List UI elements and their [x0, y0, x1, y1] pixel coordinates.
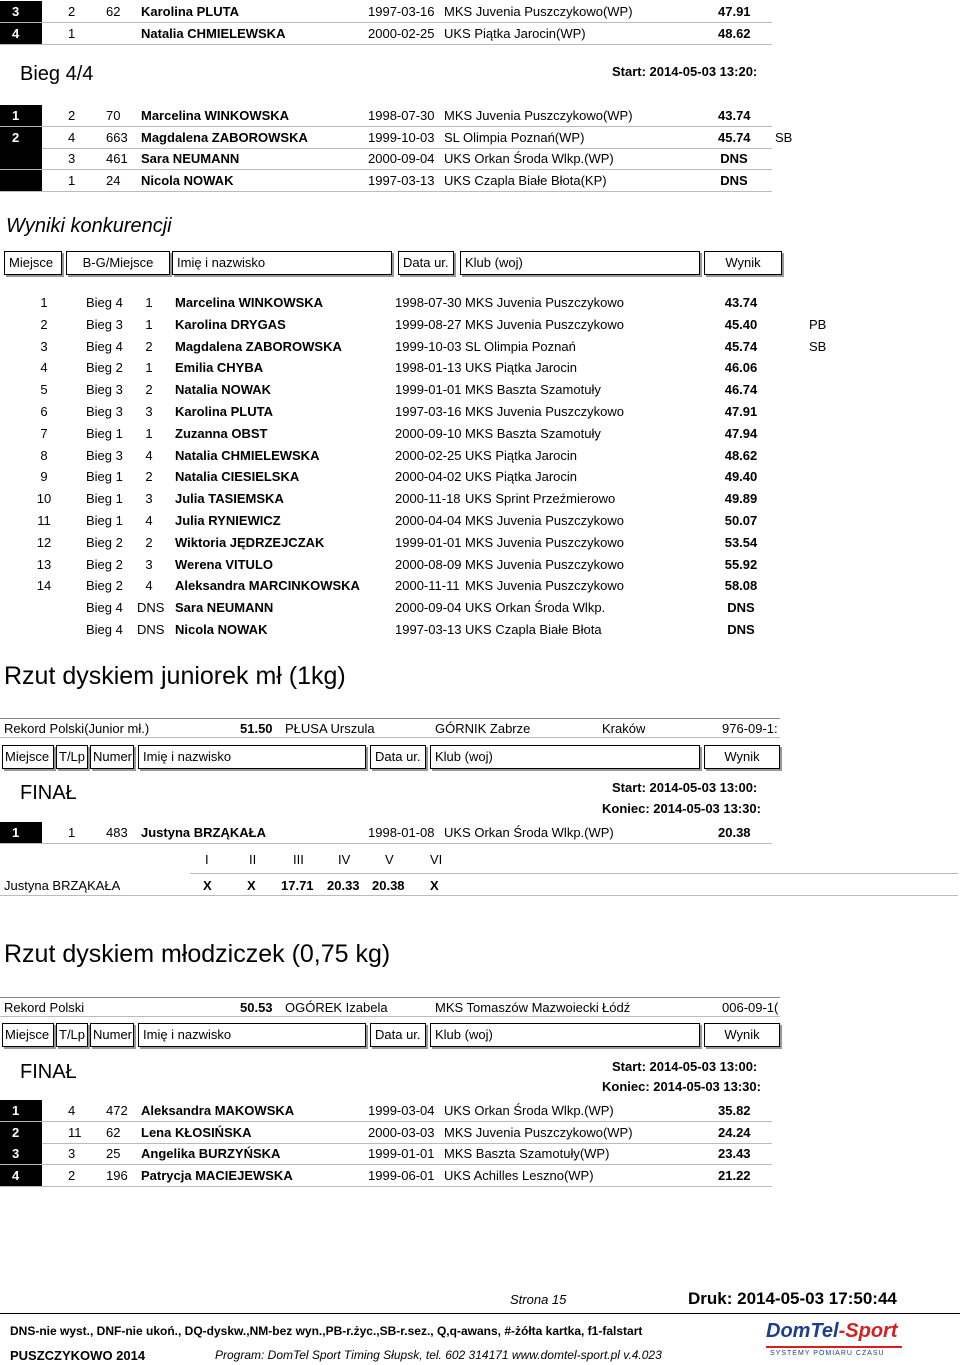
column-header: Miejsce: [2, 745, 54, 769]
rank-cell: 3: [0, 1143, 42, 1164]
club-cell: MKS Juvenia Puszczykowo: [465, 404, 624, 419]
attempt-athlete-name: Justyna BRZĄKAŁA: [4, 878, 121, 893]
birth-date-cell: 2000-04-02: [395, 469, 462, 485]
place-cell: 1: [40, 295, 48, 310]
attempt-value: 20.38: [372, 878, 405, 893]
birth-date-cell: 2000-02-25: [395, 447, 462, 463]
table-row: [0, 1122, 772, 1144]
athlete-name-cell: Natalia CHMIELEWSKA: [175, 447, 320, 463]
table-row: [0, 554, 830, 575]
club-cell: MKS Juvenia Puszczykowo(WP): [444, 1124, 633, 1140]
result-cell: 47.91: [718, 4, 751, 19]
column-header: Data ur.: [370, 1023, 426, 1047]
rank-cell: 4: [0, 1165, 42, 1186]
note-cell: SB: [809, 338, 827, 354]
birth-date-cell: 1999-01-01: [395, 534, 462, 550]
result-cell: 58.08: [724, 578, 758, 594]
birth-date-cell: 1997-03-16: [395, 404, 462, 419]
footer-venue: PUSZCZYKOWO 2014: [10, 1348, 146, 1363]
heat-cell: Bieg 2: [86, 578, 123, 594]
heat-cell: Bieg 1: [86, 425, 123, 441]
attempt-value: X: [247, 878, 256, 893]
record-value: 50.53: [240, 1000, 273, 1015]
club-cell: UKS Orkan Środa Wlkp.(WP): [444, 1103, 614, 1118]
lane-cell: 4: [68, 1103, 76, 1118]
club-cell: SL Olimpia Poznań(WP): [444, 129, 585, 145]
column-header: Data ur.: [398, 251, 454, 275]
column-header: T/Lp: [56, 1023, 88, 1047]
table-row: [0, 597, 830, 618]
attempt-header: IV: [338, 852, 351, 867]
heat-place-cell: 2: [145, 338, 153, 354]
athlete-name-cell: Magdalena ZABOROWSKA: [175, 338, 342, 354]
club-cell: MKS Baszta Szamotuły: [465, 382, 601, 398]
birth-date-cell: 1999-08-27: [395, 316, 462, 332]
club-cell: UKS Orkan Środa Wlkp.: [465, 600, 606, 616]
heat-place-cell: 2: [145, 534, 153, 550]
result-cell: 23.43: [718, 1146, 751, 1161]
table-row: [0, 23, 772, 45]
attempt-value: X: [203, 878, 212, 893]
record-city: Łódź: [602, 1000, 631, 1015]
event-title: Rzut dyskiem juniorek mł (1kg): [4, 662, 346, 690]
athlete-name-cell: Marcelina WINKOWSKA: [175, 295, 324, 310]
column-header: Miejsce: [4, 251, 62, 275]
column-header: Numer: [90, 745, 134, 769]
bib-number-cell: 70: [106, 108, 121, 123]
athlete-name-cell: Zuzanna OBST: [175, 425, 268, 441]
final-start-time: Start: 2014-05-03 13:00:: [612, 780, 758, 795]
result-cell: 47.94: [724, 425, 758, 441]
birth-date-cell: 1998-07-30: [368, 108, 435, 123]
lane-cell: 1: [68, 172, 76, 188]
bib-number-cell: 663: [106, 129, 128, 145]
final-label-2: FINAŁ: [20, 1061, 77, 1083]
column-header: Klub (woj): [430, 745, 700, 769]
result-cell: 49.40: [724, 469, 758, 485]
column-header: Miejsce: [2, 1023, 54, 1047]
lane-cell: 1: [68, 25, 76, 41]
heat-cell: Bieg 3: [86, 316, 123, 332]
club-cell: UKS Czapla Białe Błota(KP): [444, 172, 607, 188]
attempt-header: III: [293, 852, 304, 867]
place-cell: 8: [40, 447, 48, 463]
athlete-name-cell: Emilia CHYBA: [175, 360, 264, 376]
heat-place-cell: 4: [145, 447, 153, 463]
athlete-name-cell: Natalia NOWAK: [175, 382, 272, 398]
athlete-name-cell: Wiktoria JĘDRZEJCZAK: [175, 534, 325, 550]
lane-cell: 2: [68, 108, 76, 123]
result-cell: DNS: [720, 151, 748, 166]
table-row: [0, 170, 772, 192]
club-cell: UKS Orkan Środa Wlkp.(WP): [444, 825, 614, 840]
heat-cell: Bieg 4: [86, 622, 123, 637]
club-cell: MKS Baszta Szamotuły(WP): [444, 1146, 610, 1161]
heat-place-cell: 2: [145, 382, 153, 398]
athlete-name-cell: Nicola NOWAK: [175, 622, 268, 637]
place-cell: 13: [36, 556, 52, 572]
final-end-time: Koniec: 2014-05-03 13:30:: [602, 801, 761, 816]
heat-cell: Bieg 1: [86, 491, 123, 507]
lane-cell: 3: [68, 1146, 76, 1161]
heat-cell: Bieg 1: [86, 513, 123, 528]
heat-cell: Bieg 3: [86, 404, 123, 419]
heat-place-cell: 1: [145, 316, 153, 332]
result-cell: 50.07: [724, 513, 758, 528]
table-row: [0, 292, 830, 313]
result-cell: 45.74: [718, 129, 751, 145]
table-row: [0, 336, 830, 357]
column-header: Imię i nazwisko: [172, 251, 392, 275]
athlete-name-cell: Patrycja MACIEJEWSKA: [141, 1167, 293, 1183]
table-row: [0, 127, 793, 149]
club-cell: MKS Juvenia Puszczykowo: [465, 513, 624, 528]
place-cell: 6: [40, 404, 48, 419]
table-row: [0, 619, 830, 640]
heat-place-cell: 1: [145, 425, 153, 441]
club-cell: UKS Czapla Białe Błota: [465, 622, 602, 637]
column-header: Data ur.: [370, 745, 426, 769]
logo-underline: [766, 1346, 902, 1348]
heat-place-cell: 4: [145, 578, 153, 594]
result-cell: 43.74: [718, 108, 751, 123]
result-cell: 49.89: [724, 491, 758, 507]
athlete-name-cell: Justyna BRZĄKAŁA: [141, 825, 266, 840]
rank-cell: 1: [0, 1100, 42, 1121]
rank-cell: [0, 148, 42, 169]
club-cell: MKS Baszta Szamotuły: [465, 425, 601, 441]
place-cell: 4: [40, 360, 48, 376]
result-cell: DNS: [720, 172, 748, 188]
print-timestamp: Druk: 2014-05-03 17:50:44: [688, 1289, 897, 1308]
athlete-name-cell: Werena VITULO: [175, 556, 274, 572]
lane-cell: 11: [68, 1124, 82, 1140]
birth-date-cell: 1998-01-13: [395, 360, 462, 376]
table-row: [0, 466, 830, 487]
rank-cell: 1: [0, 105, 42, 126]
footer-legend: DNS-nie wyst., DNF-nie ukoń., DQ-dyskw.,NM-bez wyn.,PB-r.życ.,SB-r.sez., Q,q-awans, #-żółta kartka, f1-falstart: [10, 1324, 643, 1338]
club-cell: MKS Juvenia Puszczykowo: [465, 578, 624, 594]
result-cell: 48.62: [718, 25, 751, 41]
bib-number-cell: 461: [106, 151, 128, 166]
column-header: Klub (woj): [430, 1023, 700, 1047]
birth-date-cell: 1997-03-13: [368, 172, 435, 188]
rank-cell: 3: [0, 1, 42, 22]
column-header: Wynik: [704, 1023, 780, 1047]
logo-subtitle: SYSTEMY POMIARU CZASU: [770, 1350, 885, 1357]
heat-start-time: Start: 2014-05-03 13:20:: [612, 64, 758, 79]
bib-number-cell: 25: [106, 1146, 121, 1161]
table-row: [0, 1100, 772, 1122]
rank-cell: 2: [0, 1122, 42, 1143]
birth-date-cell: 1999-10-03: [368, 129, 435, 145]
result-cell: 24.24: [718, 1124, 751, 1140]
athlete-name-cell: Karolina PLUTA: [141, 4, 239, 19]
column-header: Numer: [90, 1023, 134, 1047]
place-cell: 2: [40, 316, 48, 332]
birth-date-cell: 2000-02-25: [368, 25, 435, 41]
record-row: [0, 718, 780, 738]
lane-cell: 4: [68, 129, 76, 145]
attempt-value: 17.71: [281, 878, 314, 893]
result-cell: 48.62: [724, 447, 758, 463]
record-date: 006-09-1(: [722, 1000, 778, 1015]
table-row: [0, 379, 830, 400]
club-cell: UKS Orkan Środa Wlkp.(WP): [444, 151, 614, 166]
club-cell: MKS Juvenia Puszczykowo: [465, 534, 624, 550]
birth-date-cell: 2000-09-04: [395, 600, 462, 616]
record-city: Kraków: [602, 721, 646, 736]
club-cell: UKS Piątka Jarocin(WP): [444, 25, 586, 41]
rank-cell: 2: [0, 127, 42, 148]
heat-place-cell: DNS: [137, 622, 165, 637]
column-header: B-G/Miejsce: [66, 251, 170, 275]
place-cell: 3: [40, 338, 48, 354]
table-row: [0, 401, 830, 422]
club-cell: UKS Achilles Leszno(WP): [444, 1167, 594, 1183]
result-cell: 20.38: [718, 825, 751, 840]
table-row: [0, 532, 830, 553]
result-cell: DNS: [727, 622, 755, 637]
record-club: MKS Tomaszów Mazwoiecki: [435, 1000, 599, 1015]
birth-date-cell: 2000-03-03: [368, 1124, 435, 1140]
result-cell: 43.74: [724, 295, 758, 310]
result-cell: 47.91: [724, 404, 758, 419]
attempt-header: I: [205, 852, 209, 867]
bib-number-cell: 483: [106, 825, 128, 840]
record-club: GÓRNIK Zabrze: [435, 721, 531, 736]
place-cell: 9: [40, 469, 48, 485]
heat-place-cell: 1: [145, 360, 153, 376]
record-holder: PŁUSA Urszula: [285, 721, 375, 736]
birth-date-cell: 1999-01-01: [395, 382, 462, 398]
club-cell: MKS Juvenia Puszczykowo(WP): [444, 108, 633, 123]
record-date: 976-09-1:: [722, 721, 778, 736]
bib-number-cell: 472: [106, 1103, 128, 1118]
place-cell: 7: [40, 425, 48, 441]
column-header: Wynik: [704, 251, 782, 275]
heat-cell: Bieg 2: [86, 534, 123, 550]
bib-number-cell: 24: [106, 172, 121, 188]
result-cell: 21.22: [718, 1167, 751, 1183]
birth-date-cell: 2000-08-09: [395, 556, 462, 572]
birth-date-cell: 2000-09-10: [395, 425, 462, 441]
attempt-value: 20.33: [327, 878, 360, 893]
club-cell: UKS Piątka Jarocin: [465, 360, 577, 376]
table-row: [0, 314, 830, 335]
birth-date-cell: 1999-10-03: [395, 338, 462, 354]
record-label: Rekord Polski(Junior mł.): [4, 721, 150, 736]
domtel-logo: DomTel-Sport: [766, 1320, 898, 1342]
heat-place-cell: 1: [145, 295, 153, 310]
place-cell: 11: [37, 513, 51, 528]
athlete-name-cell: Julia RYNIEWICZ: [175, 513, 281, 528]
note-cell: SB: [775, 129, 793, 145]
athlete-name-cell: Angelika BURZYŃSKA: [141, 1146, 281, 1161]
column-header: T/Lp: [56, 745, 88, 769]
result-cell: 35.82: [718, 1103, 751, 1118]
lane-cell: 3: [68, 151, 76, 166]
attempt-header: II: [249, 852, 257, 867]
club-cell: UKS Piątka Jarocin: [465, 469, 577, 485]
heat-place-cell: 3: [145, 404, 153, 419]
heat-cell: Bieg 2: [86, 556, 123, 572]
place-cell: 12: [36, 534, 52, 550]
athlete-name-cell: Sara NEUMANN: [141, 151, 240, 166]
rank-cell: 4: [0, 23, 42, 44]
place-cell: 5: [40, 382, 48, 398]
birth-date-cell: 1998-01-08: [368, 825, 435, 840]
birth-date-cell: 1997-03-13: [395, 622, 462, 637]
result-cell: DNS: [727, 600, 755, 616]
heat-place-cell: 3: [145, 556, 153, 572]
birth-date-cell: 1999-01-01: [368, 1146, 435, 1161]
result-cell: 45.40: [724, 316, 758, 332]
footer-divider: [0, 1313, 960, 1314]
result-cell: 45.74: [724, 338, 758, 354]
bib-number-cell: 196: [106, 1167, 128, 1183]
club-cell: MKS Juvenia Puszczykowo: [465, 316, 624, 332]
heat-cell: Bieg 1: [86, 469, 123, 485]
result-cell: 53.54: [724, 534, 758, 550]
club-cell: MKS Juvenia Puszczykowo: [465, 556, 624, 572]
table-row: [0, 1, 772, 23]
athlete-name-cell: Lena KŁOSIŃSKA: [141, 1124, 252, 1140]
lane-cell: 2: [68, 4, 76, 19]
athlete-name-cell: Marcelina WINKOWSKA: [141, 108, 290, 123]
heat-cell: Bieg 2: [86, 360, 123, 376]
final-end-time-2: Koniec: 2014-05-03 13:30:: [602, 1079, 761, 1094]
results-title: Wyniki konkurencji: [6, 215, 172, 237]
column-header: Klub (woj): [460, 251, 700, 275]
athlete-name-cell: Julia TASIEMSKA: [175, 491, 284, 507]
table-row: [0, 1143, 772, 1165]
club-cell: UKS Piątka Jarocin: [465, 447, 577, 463]
result-cell: 46.74: [724, 382, 758, 398]
athlete-name-cell: Natalia CIESIELSKA: [175, 469, 300, 485]
column-header: Imię i nazwisko: [138, 1023, 366, 1047]
place-cell: 14: [36, 578, 52, 594]
lane-cell: 2: [68, 1167, 76, 1183]
athlete-name-cell: Karolina DRYGAS: [175, 316, 286, 332]
athlete-name-cell: Aleksandra MARCINKOWSKA: [175, 578, 360, 594]
club-cell: MKS Juvenia Puszczykowo: [465, 295, 624, 310]
club-cell: UKS Sprint Przeźmierowo: [465, 491, 616, 507]
column-header: Imię i nazwisko: [138, 745, 366, 769]
birth-date-cell: 1999-06-01: [368, 1167, 435, 1183]
club-cell: SL Olimpia Poznań: [465, 338, 576, 354]
heat-cell: Bieg 4: [86, 295, 123, 310]
heat-title: Bieg 4/4: [20, 63, 94, 85]
bib-number-cell: 62: [106, 1124, 121, 1140]
athlete-name-cell: Nicola NOWAK: [141, 172, 234, 188]
heat-cell: Bieg 4: [86, 600, 123, 616]
attempt-value: X: [430, 878, 439, 893]
heat-cell: Bieg 3: [86, 447, 123, 463]
bib-number-cell: 62: [106, 4, 121, 19]
birth-date-cell: 2000-09-04: [368, 151, 435, 166]
attempt-header: V: [385, 852, 394, 867]
table-row: [0, 488, 830, 509]
record-label: Rekord Polski: [4, 1000, 85, 1015]
attempts-header-divider: [190, 873, 958, 874]
birth-date-cell: 2000-11-11: [395, 578, 460, 594]
place-cell: 10: [36, 491, 52, 507]
athlete-name-cell: Natalia CHMIELEWSKA: [141, 25, 286, 41]
heat-place-cell: 2: [145, 469, 153, 485]
record-value: 51.50: [240, 721, 273, 736]
attempts-divider: [0, 895, 958, 896]
heat-place-cell: DNS: [137, 600, 165, 616]
final-label: FINAŁ: [20, 782, 77, 804]
footer-program: Program: DomTel Sport Timing Słupsk, tel. 602 314171 www.domtel-sport.pl v.4.023: [215, 1348, 662, 1362]
attempt-header: VI: [430, 852, 443, 867]
heat-place-cell: 4: [145, 513, 153, 528]
athlete-name-cell: Magdalena ZABOROWSKA: [141, 129, 308, 145]
table-row: [0, 105, 772, 127]
table-row: [0, 575, 830, 596]
table-row: [0, 445, 830, 466]
heat-cell: Bieg 4: [86, 338, 123, 354]
rank-cell: 1: [0, 822, 42, 843]
table-row: [0, 1165, 772, 1187]
birth-date-cell: 1999-03-04: [368, 1103, 435, 1118]
result-cell: 46.06: [724, 360, 758, 376]
birth-date-cell: 1998-07-30: [395, 295, 462, 310]
table-row: [0, 148, 772, 170]
record-row-2: [0, 997, 780, 1017]
page-number: Strona 15: [510, 1292, 567, 1307]
lane-cell: 1: [68, 825, 76, 840]
heat-place-cell: 3: [145, 491, 153, 507]
birth-date-cell: 2000-11-18: [395, 491, 461, 507]
athlete-name-cell: Karolina PLUTA: [175, 404, 273, 419]
birth-date-cell: 2000-04-04: [395, 513, 462, 528]
athlete-name-cell: Sara NEUMANN: [175, 600, 274, 616]
table-row: [0, 423, 830, 444]
heat-cell: Bieg 3: [86, 382, 123, 398]
note-cell: PB: [809, 316, 827, 332]
event-title-2: Rzut dyskiem młodziczek (0,75 kg): [4, 940, 391, 968]
table-row: [0, 357, 830, 378]
table-row: [0, 510, 830, 531]
table-row: [0, 822, 772, 844]
club-cell: MKS Juvenia Puszczykowo(WP): [444, 4, 633, 19]
birth-date-cell: 1997-03-16: [368, 4, 435, 19]
column-header: Wynik: [704, 745, 780, 769]
athlete-name-cell: Aleksandra MAKOWSKA: [141, 1103, 295, 1118]
record-holder: OGÓREK Izabela: [285, 1000, 388, 1015]
rank-cell: [0, 170, 42, 191]
final-start-time-2: Start: 2014-05-03 13:00:: [612, 1059, 758, 1074]
result-cell: 55.92: [724, 556, 758, 572]
